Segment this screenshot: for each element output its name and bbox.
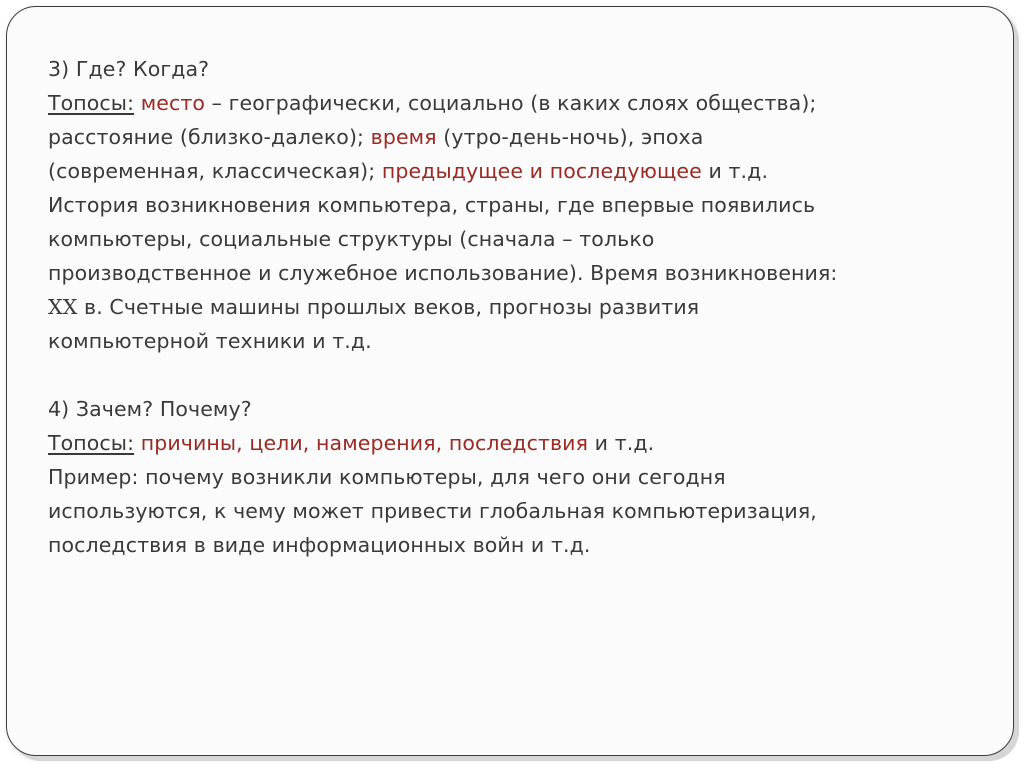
- topos-before-after: предыдущее и последующее: [381, 159, 702, 183]
- section4-toposy-line: [48, 426, 998, 460]
- slide-frame: [6, 6, 1014, 756]
- section3-heading: 3) Где? Когда?: [48, 57, 210, 81]
- section4-example-line-3: последствия в виде информационных войн и т.д.: [48, 533, 591, 557]
- section4-toposy-tail: и т.д.: [588, 431, 655, 455]
- section4-example-line-2: используются, к чему может привести глобальная компьютеризация,: [48, 499, 817, 523]
- section4-heading: 4) Зачем? Почему?: [48, 397, 252, 421]
- topos-time-desc: (утро-день-ночь), эпоха: [436, 125, 704, 149]
- topos-place: место: [140, 91, 206, 115]
- section4-toposy-space: [134, 431, 141, 455]
- century-numeral: XX: [48, 295, 78, 319]
- section3-para-line-1: История возникновения компьютера, страны, где впервые появились: [48, 193, 816, 217]
- section3-para-line-5: компьютерной техники и т.д.: [48, 329, 372, 353]
- section3-toposy-line: [48, 86, 998, 120]
- section3-para-line-4: [48, 290, 998, 324]
- slide-body: [48, 52, 998, 562]
- topos-time: время: [370, 125, 437, 149]
- topos-reasons: причины, цели, намерения, последствия: [140, 431, 589, 455]
- section-gap: [48, 358, 998, 392]
- section3-toposy-label: Топосы:: [48, 91, 135, 115]
- section3-line2: [48, 120, 998, 154]
- topos-epoch-desc: (современная, классическая);: [48, 159, 382, 183]
- section3-line7-rest: в. Счетные машины прошлых веков, прогнозы развития: [77, 295, 700, 319]
- section3-line3: [48, 154, 998, 188]
- section3-para-line-2: компьютеры, социальные структуры (сначала – только: [48, 227, 655, 251]
- topos-etc: и т.д.: [701, 159, 769, 183]
- section4-toposy-label: Топосы:: [48, 431, 135, 455]
- topos-distance: расстояние (близко-далеко);: [48, 125, 371, 149]
- topos-place-desc: – географически, социально (в каких слоях общества);: [205, 91, 817, 115]
- section3-para-line-3: производственное и служебное использование). Время возникновения:: [48, 261, 838, 285]
- section4-example-line-1: Пример: почему возникли компьютеры, для чего они сегодня: [48, 465, 726, 489]
